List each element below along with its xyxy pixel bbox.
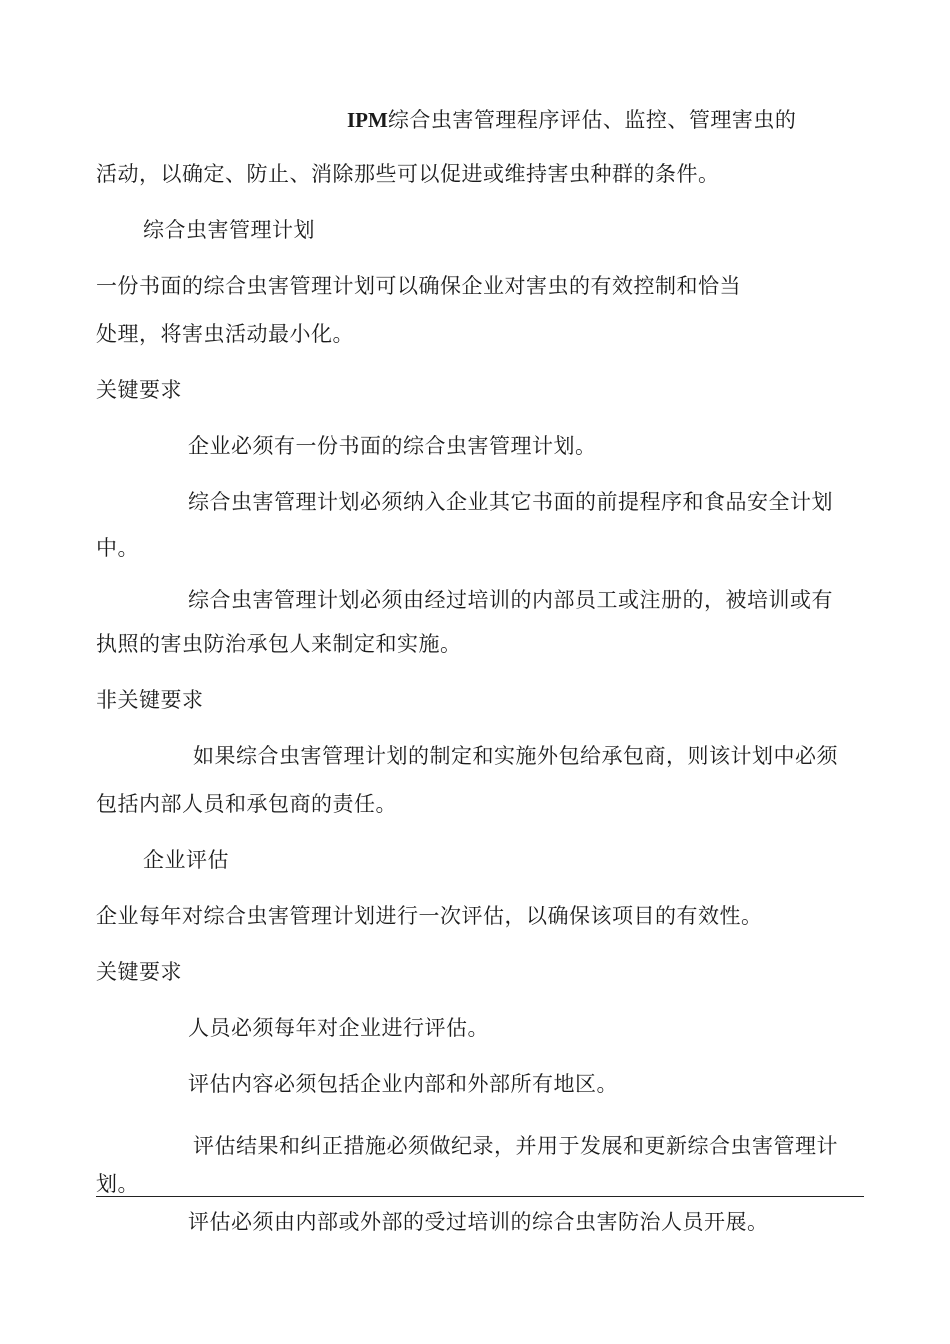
eval-key-item-2: 评估内容必须包括企业内部和外部所有地区。 xyxy=(188,1072,618,1096)
plan-key-item-3: 综合虫害管理计划必须由经过培训的内部员工或注册的，被培训或有 xyxy=(188,588,833,612)
section-heading-eval: 企业评估 xyxy=(143,848,229,872)
key-requirements-heading: 关键要求 xyxy=(96,960,182,984)
intro-abbr: IPM xyxy=(347,108,388,132)
intro-line-2: 活动，以确定、防止、消除那些可以促进或维持害虫种群的条件。 xyxy=(96,162,720,186)
intro-line-1 xyxy=(347,106,796,134)
eval-desc-line-1: 企业每年对综合虫害管理计划进行一次评估，以确保该项目的有效性。 xyxy=(96,904,763,928)
plan-nonkey-item-1: 如果综合虫害管理计划的制定和实施外包给承包商，则该计划中必须 xyxy=(193,744,838,768)
eval-key-item-4: 评估必须由内部或外部的受过培训的综合虫害防治人员开展。 xyxy=(188,1210,769,1234)
plan-key-item-2: 综合虫害管理计划必须纳入企业其它书面的前提程序和食品安全计划 xyxy=(188,490,833,514)
divider-line xyxy=(96,1196,864,1197)
plan-desc-line-2: 处理，将害虫活动最小化。 xyxy=(96,322,354,346)
plan-key-item-2-cont: 中。 xyxy=(96,536,139,560)
eval-key-item-3-cont: 划。 xyxy=(96,1172,139,1196)
plan-key-item-1: 企业必须有一份书面的综合虫害管理计划。 xyxy=(188,434,597,458)
eval-key-item-1: 人员必须每年对企业进行评估。 xyxy=(188,1016,489,1040)
plan-key-item-3-cont: 执照的害虫防治承包人来制定和实施。 xyxy=(96,632,462,656)
plan-nonkey-item-1-cont: 包括内部人员和承包商的责任。 xyxy=(96,792,397,816)
eval-key-item-3: 评估结果和纠正措施必须做纪录，并用于发展和更新综合虫害管理计 xyxy=(193,1134,838,1158)
intro-line-1-text: 综合虫害管理程序评估、监控、管理害虫的 xyxy=(387,108,797,132)
plan-desc-line-1: 一份书面的综合虫害管理计划可以确保企业对害虫的有效控制和恰当 xyxy=(96,274,741,298)
key-requirements-heading: 关键要求 xyxy=(96,378,182,402)
nonkey-requirements-heading: 非关键要求 xyxy=(96,688,204,712)
section-heading-plan: 综合虫害管理计划 xyxy=(143,218,315,242)
